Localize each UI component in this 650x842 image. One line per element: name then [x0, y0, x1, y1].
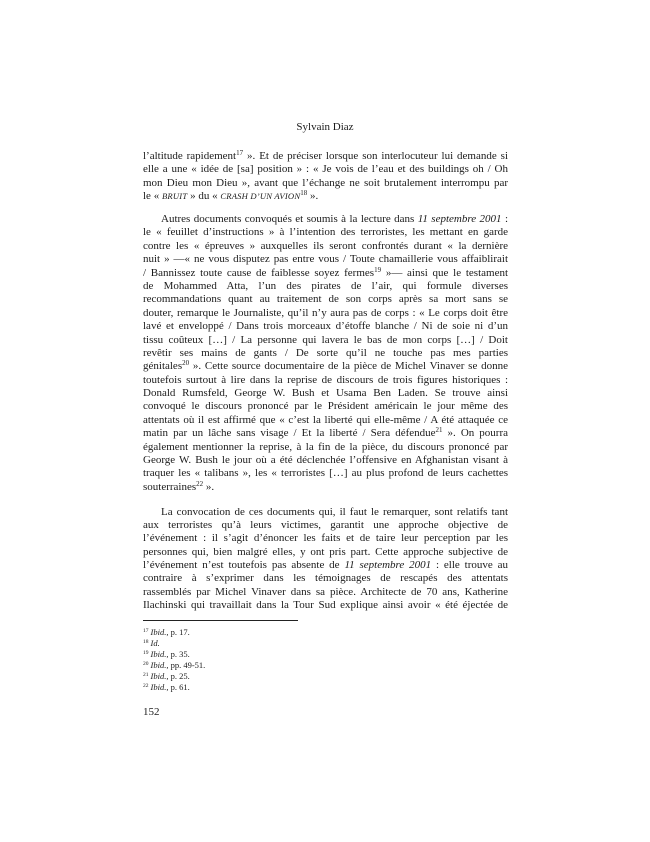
footnote-number: 21	[143, 671, 149, 678]
text-line	[143, 572, 508, 585]
small-caps-text: CRASH D’UN AVION	[220, 191, 301, 202]
text-run: le « feuillet d’instructions » à l’intention des terroristes, les mettant en garde	[143, 226, 508, 239]
text-run: attentats où il est affirmé que « c’est la liberté qui elle-même / A été attaquée ce	[143, 413, 508, 426]
text-line	[143, 150, 508, 163]
text-line	[143, 190, 508, 203]
footnote-pages: , p. 35.	[166, 648, 190, 659]
text-run: l’altitude rapidement	[143, 150, 237, 162]
italic-title: 11 septembre 2001	[417, 213, 502, 225]
text-run: ». Cette source documentaire de la pièce de Michel Vinaver se donne	[189, 360, 508, 373]
text-run: » du «	[187, 190, 221, 203]
text-line	[143, 163, 508, 176]
footnote-source: Ibid.	[150, 659, 167, 670]
footnote-source: Id.	[150, 637, 160, 648]
text-run: lavé et enveloppé / Dans trois morceaux d’étoffe blanche / Ni de soie ni d’un	[143, 320, 508, 333]
text-run: aux terroristes qu’à leurs victimes, garantit une approche objective de	[143, 518, 508, 531]
text-run: revêtir ses mains de gants / De sorte qu’il ne touche pas mes parties	[143, 346, 508, 359]
text-line	[143, 400, 508, 413]
text-line	[143, 226, 508, 239]
text-run: le «	[143, 190, 162, 203]
italic-title: 11 septembre 2001	[344, 559, 432, 572]
page-number: 152	[143, 705, 160, 718]
text-line	[143, 360, 508, 373]
running-header-author: Sylvain Diaz	[296, 121, 354, 133]
text-run: souterraines	[143, 480, 197, 493]
text-line	[143, 293, 508, 306]
text-run: mon Dieu mon Dieu », avant que l’échange ne soit brutalement interrompu par	[143, 176, 508, 189]
text-line	[143, 334, 508, 347]
footnote-pages: , p. 61.	[166, 681, 190, 692]
footnote	[143, 627, 363, 638]
text-line	[143, 519, 508, 532]
footnote-source: Ibid.	[150, 670, 167, 681]
text-line	[143, 374, 508, 387]
text-run: ». On pourra	[442, 427, 508, 440]
text-run: contre les « épreuves » auxquelles ils seront confrontés durant « la dernière	[143, 239, 508, 252]
text-run: ».	[203, 480, 215, 493]
footnote-ref: 17	[236, 149, 244, 157]
text-line	[143, 307, 508, 320]
footnote-number: 19	[143, 649, 149, 656]
text-line	[143, 267, 508, 280]
text-run: l’événement : il s’agit d’énoncer les faits et de taire leur perception par les	[143, 532, 508, 545]
text-run: : elle trouve au	[431, 559, 508, 572]
footnote-ref: 20	[182, 359, 190, 368]
footnotes	[143, 627, 363, 693]
text-run: également mentionner la reprise, à la fin de la pièce, du discours prononcé par	[143, 440, 508, 453]
footnote-pages: , p. 25.	[166, 670, 190, 681]
text-run: :	[501, 213, 508, 225]
text-run: Ilachinski qui travaillait dans la Tour Sud explique ainsi avoir « été éjectée de	[143, 599, 508, 612]
footnote-ref: 18	[300, 189, 308, 198]
text-run: matin par un lâche sans visage / Et la liberté / Sera défendue	[143, 427, 436, 440]
text-line	[143, 532, 508, 545]
text-line	[143, 414, 508, 427]
footnote-ref: 21	[435, 426, 443, 435]
text-line	[143, 586, 508, 599]
text-run: recommandations quant au traitement de son corps après sa mort sans se	[143, 293, 508, 306]
text-run: génitales	[143, 360, 183, 373]
text-line	[143, 427, 508, 440]
text-run: Donald Rumsfeld, George W. Bush et Usama Ben Laden. Se trouve ainsi	[143, 387, 508, 400]
text-run: convoqué le discours prononcé par le Président américain le jour même des	[143, 400, 508, 413]
text-line	[143, 240, 508, 253]
text-line	[143, 481, 508, 494]
text-run: ». Et de préciser lorsque son interlocuteur lui demande si	[243, 150, 509, 162]
text-run: / Bannissez toute cause de faiblesse soyez fermes	[143, 266, 375, 279]
footnote	[143, 682, 363, 693]
paragraph	[143, 506, 508, 613]
text-run: toutefois surtout à lire dans la reprise de discours de trois figures historiques :	[143, 373, 508, 386]
text-run: douter, remarque le Journaliste, qu’il n’y aura pas de corps : « Le corps doit être	[143, 306, 508, 319]
footnote-number: 18	[143, 638, 149, 645]
text-line	[143, 320, 508, 333]
text-run: George W. Bush le jour où a été déclenchée l’offensive en Afghanistan visant à	[143, 454, 508, 467]
text-line	[143, 441, 508, 454]
text-line	[143, 177, 508, 190]
text-line	[143, 559, 508, 572]
text-line	[143, 213, 508, 226]
paragraph	[143, 213, 508, 494]
text-line	[143, 253, 508, 266]
footnote	[143, 649, 363, 660]
text-line	[143, 280, 508, 293]
small-caps-text: BRUIT	[161, 191, 188, 202]
footnote-number: 22	[143, 682, 149, 689]
text-line	[143, 546, 508, 559]
footnote-separator-rule	[143, 620, 298, 621]
text-run: l’événement n’est toutefois pas absente de	[143, 559, 345, 572]
text-line	[143, 506, 508, 519]
footnote-number: 17	[143, 627, 149, 634]
text-line	[143, 347, 508, 360]
footnote	[143, 660, 363, 671]
text-run: personnes qui, bien malgré elles, y ont pris part. Cette approche subjective de	[143, 545, 508, 558]
text-line	[143, 454, 508, 467]
text-run: rassemblés par Michel Vinaver dans sa pièce. Architecte de 70 ans, Katherine	[143, 585, 508, 598]
text-run: La convocation de ces documents qui, il faut le remarquer, sont relatifs tant	[161, 505, 508, 518]
text-run: de Mohammed Atta, l’un des pirates de l’air, qui formule diverses	[143, 279, 508, 292]
text-run: ».	[307, 190, 319, 203]
footnote-ref: 19	[374, 265, 382, 274]
text-line	[143, 467, 508, 480]
text-line	[143, 599, 508, 612]
text-run: nuit » —« ne vous disputez pas entre vous / Toute chamaillerie vous affaiblirait	[143, 253, 508, 266]
footnote	[143, 671, 363, 682]
footnote-source: Ibid.	[150, 648, 167, 659]
text-run: contraire à s’exprimer dans les témoignages de rescapés des attentats	[143, 572, 508, 585]
footnote	[143, 638, 363, 649]
footnote-pages: , p. 17.	[166, 626, 190, 637]
text-run: »— ainsi que le testament	[381, 266, 509, 279]
footnote-source: Ibid.	[150, 681, 167, 692]
footnote-number: 20	[143, 660, 149, 667]
text-run: elle a une « idée de [sa] position » : « Je vois de l’eau et des buildings oh / Oh	[143, 163, 508, 176]
text-run: tissu coûteux […] / La personne qui lavera le bas de mon corps […] / Doit	[143, 333, 508, 346]
text-run: Autres documents convoqués et soumis à la lecture dans	[161, 213, 418, 225]
footnote-source: Ibid.	[150, 626, 167, 637]
paragraph	[143, 150, 508, 204]
text-line	[143, 387, 508, 400]
footnote-ref: 22	[196, 479, 204, 488]
text-run: traquer les « talibans », les « terroristes […] au plus profond de leurs cachettes	[143, 467, 508, 480]
footnote-pages: , pp. 49-51.	[166, 659, 206, 670]
